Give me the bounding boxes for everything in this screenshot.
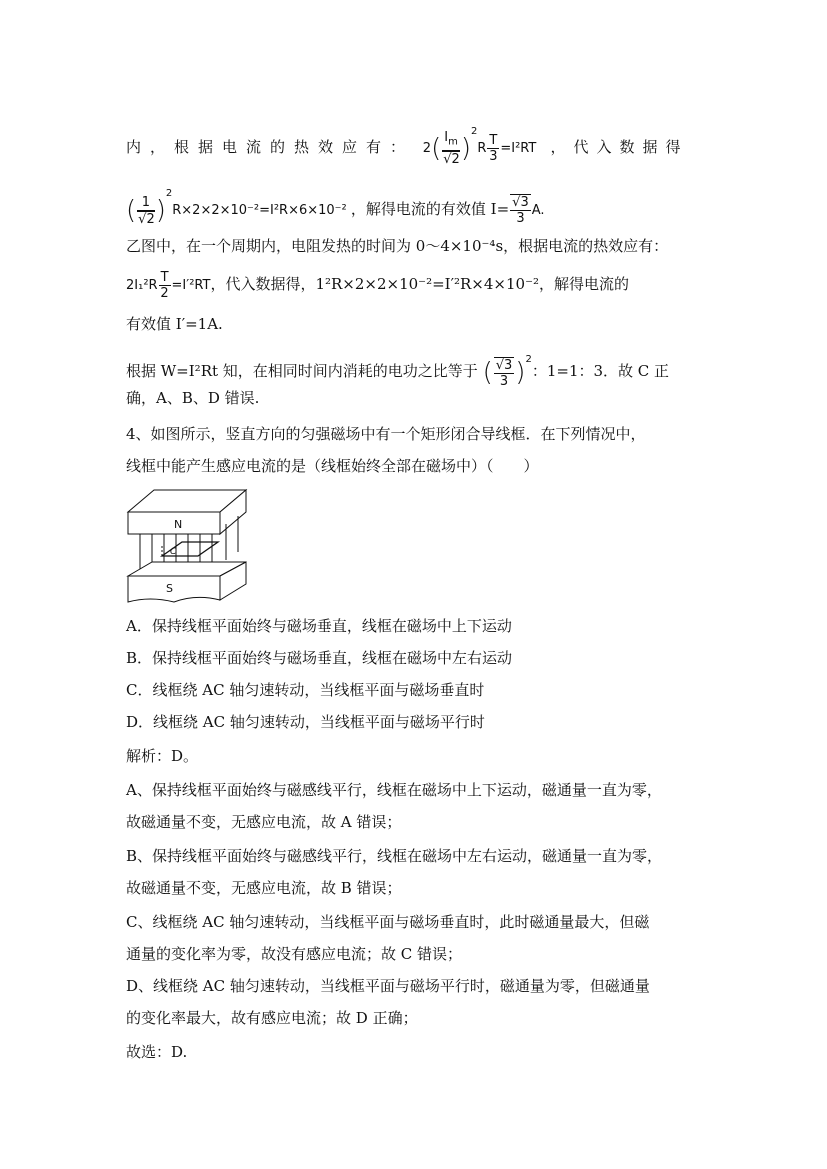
eq3-rhs: =I′²RT	[171, 278, 211, 293]
question-line1: 4、如图所示，竖直方向的匀强磁场中有一个矩形闭合导线框．在下列情况中，	[126, 425, 646, 443]
para2-line2	[126, 270, 701, 301]
north-label: N	[174, 518, 183, 531]
para3-line1-pre: 根据 W=I²Rt 知，在相同时间内消耗的电功之比等于	[126, 362, 478, 380]
eq1-coefficient: 2	[422, 141, 432, 156]
ratio-3: 3	[499, 373, 509, 389]
option-a: A．保持线框平面始终与磁场垂直，线框在磁场中上下运动	[126, 617, 512, 635]
para1-line1	[126, 122, 701, 167]
analysis-line-1: A、保持线框平面始终与磁感线平行，线框在磁场中上下运动，磁通量一直为零，	[126, 781, 662, 799]
eq3-2: 2	[160, 286, 169, 301]
para1-line2	[126, 184, 701, 227]
analysis-line-4: 故磁通量不变，无感应电流，故 B 错误；	[126, 879, 402, 897]
left-paren: (	[126, 195, 137, 226]
ratio-square: 2	[525, 354, 532, 365]
left-paren: (	[482, 357, 493, 388]
eq1-square: 2	[470, 126, 478, 137]
eq1-im: I	[444, 130, 449, 146]
eq2-sqrt2: √2	[138, 211, 155, 227]
para1-line1-text-post: ，代入数据得	[550, 138, 689, 156]
result-sqrt3-over-3	[510, 194, 531, 226]
para1-line2-text: ，解得电流的有效值 I=	[350, 200, 510, 218]
eq1-im-over-sqrt2	[442, 130, 460, 167]
eq2-one: 1	[137, 195, 155, 211]
coil-c-label: C	[170, 547, 177, 557]
right-paren: )	[155, 195, 166, 226]
south-label: S	[166, 582, 173, 595]
eq3-t-over-2	[159, 270, 171, 301]
para2-line2-text: ，代入数据得，1²R×2×2×10⁻²=I′²R×4×10⁻²，解得电流的	[210, 275, 630, 293]
analysis-line-6: 通量的变化率为零，故没有感应电流；故 C 错误；	[126, 945, 463, 963]
ratio-sqrt3: √3	[495, 357, 513, 373]
eq1-rhs: =I²RT	[500, 141, 537, 156]
result-sqrt3: √3	[512, 195, 529, 210]
eq1-t: T	[489, 133, 498, 148]
eq3-lhs: 2I₁²R	[126, 278, 158, 293]
para1-line1-text-pre: 内，根据电流的热效应有：	[126, 138, 415, 156]
analysis-line-3: B、保持线框平面始终与磁感线平行，线框在磁场中左右运动，磁通量一直为零，	[126, 847, 663, 865]
para3-line2: 确，A、B、D 错误.	[126, 389, 260, 407]
option-d: D．线框绕 AC 轴匀速转动，当线框平面与磁场平行时	[126, 713, 485, 731]
eq1-im-sub: m	[448, 136, 458, 148]
eq2-square: 2	[165, 188, 173, 199]
analysis-line-2: 故磁通量不变，无感应电流，故 A 错误；	[126, 813, 402, 831]
left-paren: (	[431, 133, 442, 164]
eq1-sqrt2: √2	[443, 151, 460, 167]
result-3: 3	[516, 211, 525, 226]
eq3-t: T	[160, 270, 169, 285]
eq2-body: R×2×2×10⁻²=I²R×6×10⁻²	[172, 203, 347, 218]
power-ratio-expression	[482, 354, 532, 389]
analysis-line-7: D、线框绕 AC 轴匀速转动，当线框平面与磁场平行时，磁通量为零，但磁通量	[126, 977, 650, 995]
right-paren: )	[515, 357, 526, 388]
analysis-conclusion: 故选：D.	[126, 1043, 188, 1061]
eq2-1-over-sqrt2	[137, 195, 155, 227]
eq1-3: 3	[489, 149, 498, 164]
para3-line1	[126, 350, 701, 389]
option-c: C．线框绕 AC 轴匀速转动，当线框平面与磁场垂直时	[126, 681, 485, 699]
analysis-label: 解析：D。	[126, 747, 199, 765]
eq1-t-over-3	[487, 133, 499, 164]
analysis-line-8: 的变化率最大，故有感应电流；故 D 正确；	[126, 1009, 418, 1027]
para2-line1: 乙图中，在一个周期内，电阻发热的时间为 0～4×10⁻⁴s，根据电流的热效应有：	[126, 237, 669, 255]
question-line2: 线框中能产生感应电流的是（线框始终全部在磁场中）（ ）	[126, 457, 539, 475]
eq1-r: R	[477, 141, 487, 156]
option-b: B．保持线框平面始终与磁场垂直，线框在磁场中左右运动	[126, 649, 513, 667]
analysis-line-5: C、线框绕 AC 轴匀速转动，当线框平面与磁场垂直时，此时磁通量最大，但磁	[126, 913, 650, 931]
para3-line1-post: ：1=1：3．故 C 正	[531, 362, 670, 380]
magnet-coil-figure	[126, 484, 248, 604]
ratio-sqrt3-over-3	[494, 357, 515, 389]
heat-equation-3	[126, 270, 211, 301]
heat-equation-2	[126, 188, 351, 227]
para2-line3: 有效值 I′=1A.	[126, 315, 223, 333]
result-unit: A.	[531, 203, 545, 218]
heat-equation-1	[422, 126, 541, 167]
right-paren: )	[460, 133, 471, 164]
